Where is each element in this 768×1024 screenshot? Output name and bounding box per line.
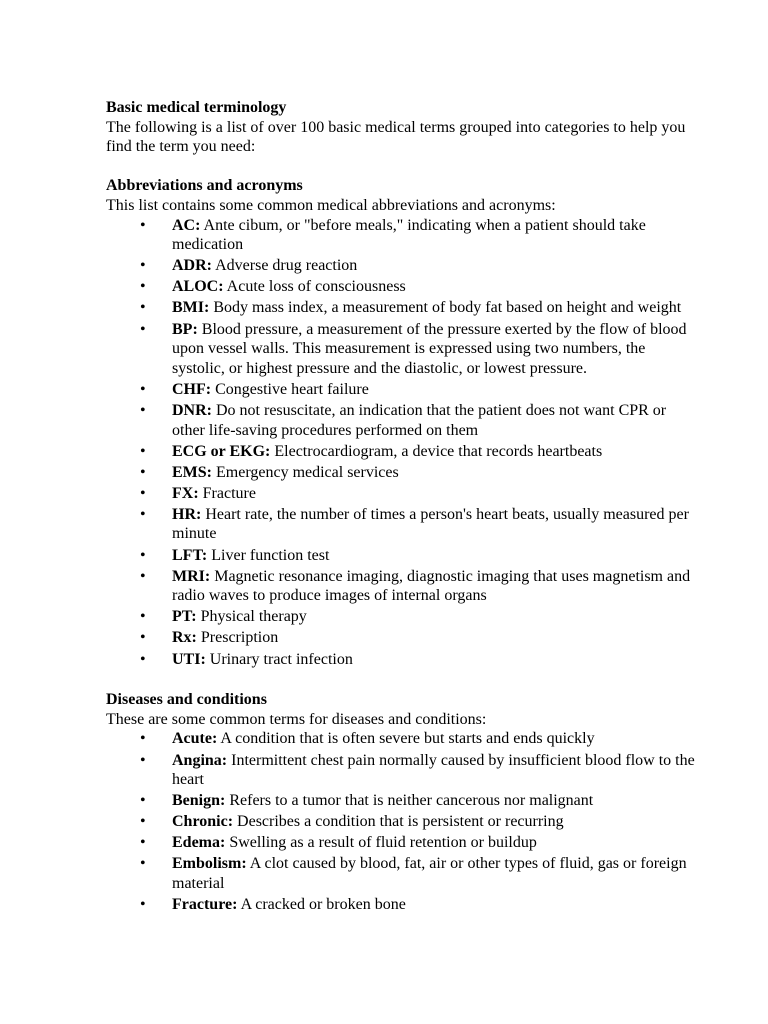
term-label: Angina: (172, 751, 228, 769)
section-intro: This list contains some common medical abbreviations and acronyms: (106, 196, 556, 214)
term-definition: Acute loss of consciousness (223, 278, 406, 296)
term-label: Chronic: (172, 813, 234, 831)
bullet-icon: • (140, 484, 146, 502)
bullet-icon: • (140, 257, 146, 275)
bullet-icon: • (140, 650, 146, 668)
section-intro: These are some common terms for diseases and conditions: (106, 710, 487, 728)
list-item (106, 567, 702, 606)
section-abbreviations (106, 176, 706, 669)
spacer (106, 157, 706, 177)
term-definition: Congestive heart failure (211, 380, 369, 398)
term-definition: Electrocardiogram, a device that records heartbeats (270, 442, 603, 460)
term-definition: Physical therapy (196, 608, 307, 626)
bullet-icon: • (140, 730, 146, 748)
list-item (106, 812, 702, 832)
term-label: EMS: (172, 463, 212, 481)
bullet-icon: • (140, 896, 146, 914)
term-label: MRI: (172, 567, 211, 585)
bullet-icon: • (140, 380, 146, 398)
term-label: BMI: (172, 299, 210, 317)
bullet-icon: • (140, 463, 146, 481)
bullet-icon: • (140, 505, 146, 523)
term-label: Fracture: (172, 896, 238, 914)
spacer (106, 671, 706, 691)
list-item (106, 607, 702, 627)
term-label: PT: (172, 608, 197, 626)
term-list (106, 216, 706, 670)
list-item (106, 833, 702, 853)
document-intro: The following is a list of over 100 basic medical terms grouped into categories to help you find the term you need: (106, 118, 686, 156)
term-label: UTI: (172, 650, 206, 668)
bullet-icon: • (140, 855, 146, 873)
document-title: Basic medical terminology (106, 99, 287, 116)
term-definition: A clot caused by blood, fat, air or other types of fluid, gas or foreign material (172, 855, 687, 893)
bullet-icon: • (140, 216, 146, 234)
list-item (106, 442, 702, 462)
list-item (106, 854, 702, 893)
list-item (106, 484, 702, 504)
bullet-icon: • (140, 813, 146, 831)
list-item (106, 401, 702, 440)
term-label: LFT: (172, 546, 208, 564)
term-definition: Do not resuscitate, an indication that the patient does not want CPR or other life-saving procedures performed on them (172, 401, 667, 439)
term-definition: Liver function test (207, 546, 330, 564)
term-label: Embolism: (172, 855, 247, 873)
term-definition: Magnetic resonance imaging, diagnostic imaging that uses magnetism and radio waves to produce images of internal organs (172, 567, 691, 605)
list-item (106, 729, 702, 749)
bullet-icon: • (140, 567, 146, 585)
term-definition: Ante cibum, or "before meals," indicating when a patient should take medication (172, 216, 646, 254)
term-label: Edema: (172, 834, 226, 852)
term-definition: Swelling as a result of fluid retention or buildup (225, 834, 537, 852)
term-label: Acute: (172, 730, 218, 748)
list-item (106, 256, 702, 276)
term-definition: Describes a condition that is persistent or recurring (233, 813, 564, 831)
term-label: Benign: (172, 792, 226, 810)
term-definition: Body mass index, a measurement of body fat based on height and weight (209, 299, 682, 317)
bullet-icon: • (140, 299, 146, 317)
bullet-icon: • (140, 792, 146, 810)
term-definition: Adverse drug reaction (212, 257, 358, 275)
term-definition: Fracture (198, 484, 256, 502)
term-label: FX: (172, 484, 199, 502)
list-item (106, 463, 702, 483)
term-definition: Blood pressure, a measurement of the pressure exerted by the flow of blood upon vessel walls. This measurement is expressed using two numbers, the systolic, or highest pressure and the diastolic, or lowest pressure. (172, 320, 687, 377)
list-item (106, 791, 702, 811)
bullet-icon: • (140, 546, 146, 564)
bullet-icon: • (140, 608, 146, 626)
term-list (106, 729, 706, 914)
term-label: ECG or EKG: (172, 442, 271, 460)
term-definition: Urinary tract infection (205, 650, 353, 668)
list-item (106, 650, 702, 670)
term-label: Rx: (172, 629, 197, 647)
term-definition: Heart rate, the number of times a person's heart beats, usually measured per minute (172, 505, 689, 543)
term-definition: A condition that is often severe but starts and ends quickly (217, 730, 595, 748)
term-definition: Refers to a tumor that is neither cancerous nor malignant (225, 792, 594, 810)
list-item (106, 380, 702, 400)
bullet-icon: • (140, 834, 146, 852)
term-label: ALOC: (172, 278, 224, 296)
list-item (106, 895, 702, 915)
list-item (106, 505, 702, 544)
list-item (106, 298, 702, 318)
bullet-icon: • (140, 442, 146, 460)
term-label: HR: (172, 505, 202, 523)
term-label: CHF: (172, 380, 212, 398)
section-heading: Abbreviations and acronyms (106, 177, 303, 195)
term-definition: Intermittent chest pain normally caused by insufficient blood flow to the heart (172, 751, 695, 789)
bullet-icon: • (140, 320, 146, 338)
bullet-icon: • (140, 278, 146, 296)
list-item (106, 320, 702, 379)
document-page (106, 98, 706, 916)
bullet-icon: • (140, 401, 146, 419)
term-label: ADR: (172, 257, 212, 275)
section-heading: Diseases and conditions (106, 691, 267, 709)
term-label: DNR: (172, 401, 212, 419)
section-diseases (106, 690, 706, 915)
term-definition: A cracked or broken bone (237, 896, 406, 914)
bullet-icon: • (140, 751, 146, 769)
list-item (106, 216, 702, 255)
list-item (106, 277, 702, 297)
term-label: AC: (172, 216, 201, 234)
term-label: BP: (172, 320, 198, 338)
list-item (106, 628, 702, 648)
term-definition: Prescription (196, 629, 279, 647)
list-item (106, 546, 702, 566)
term-definition: Emergency medical services (212, 463, 399, 481)
bullet-icon: • (140, 629, 146, 647)
list-item (106, 751, 702, 790)
